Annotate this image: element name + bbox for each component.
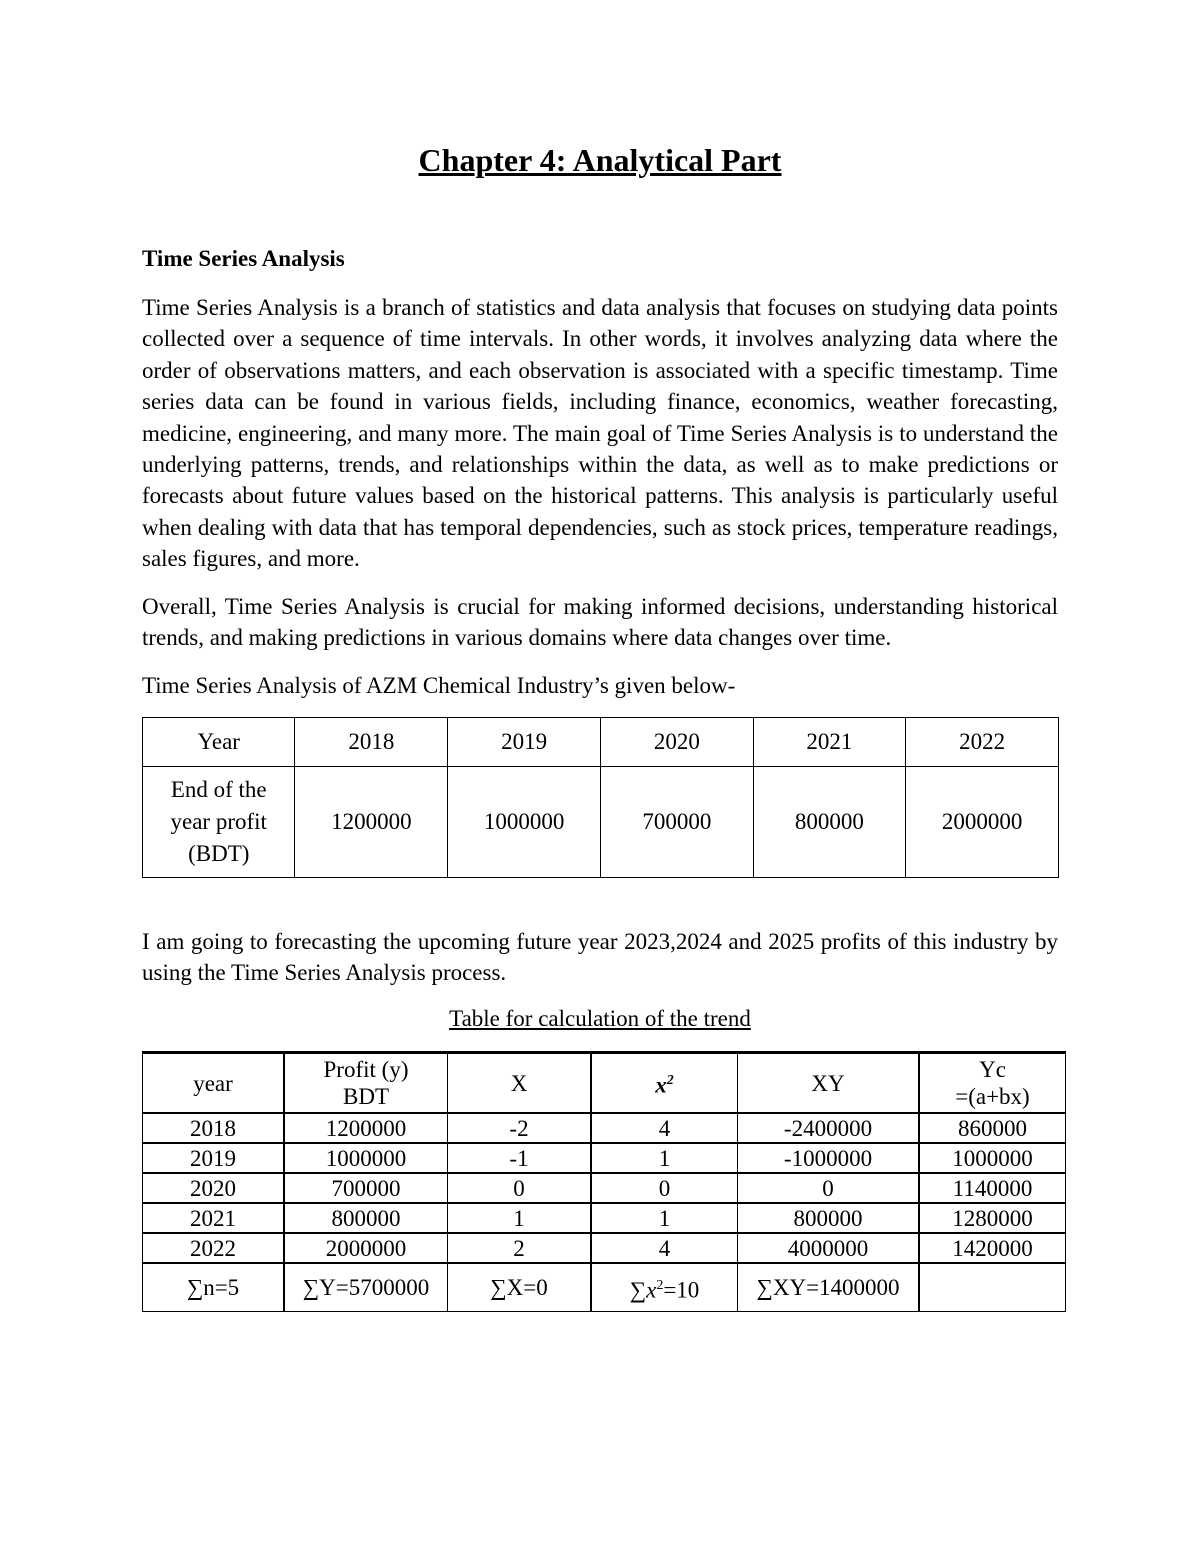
x-variable: x — [646, 1277, 657, 1303]
header-yc-line: Yc — [979, 1057, 1006, 1082]
cell-x: -2 — [448, 1113, 592, 1143]
x-variable: x — [655, 1072, 667, 1098]
cell-yc: 860000 — [919, 1113, 1066, 1143]
header-profit — [284, 1053, 448, 1114]
year-cell: 2018 — [295, 718, 448, 767]
trend-table-caption: Table for calculation of the trend — [449, 1006, 751, 1031]
table-row — [143, 1173, 1066, 1203]
table-row — [143, 1233, 1066, 1263]
cell-year: 2019 — [143, 1143, 285, 1173]
header-year: year — [143, 1053, 285, 1114]
sum-yc — [919, 1263, 1066, 1312]
table-row — [143, 767, 1059, 878]
year-cell: 2019 — [448, 718, 601, 767]
sum-symbol: ∑ — [629, 1277, 647, 1303]
cell-year: 2022 — [143, 1233, 285, 1263]
header-x-squared — [591, 1053, 738, 1114]
table-row — [143, 718, 1059, 767]
profit-cell: 800000 — [753, 767, 906, 878]
cell-profit: 2000000 — [284, 1233, 448, 1263]
year-cell: 2020 — [601, 718, 754, 767]
cell-x-squared: 1 — [591, 1203, 738, 1233]
cell-x: 2 — [448, 1233, 592, 1263]
cell-xy: 800000 — [738, 1203, 920, 1233]
section-heading: Time Series Analysis — [142, 246, 345, 271]
table-row — [143, 1143, 1066, 1173]
cell-xy: -1000000 — [738, 1143, 920, 1173]
cell-yc: 1000000 — [919, 1143, 1066, 1173]
sum-x-squared — [591, 1263, 738, 1312]
header-x: X — [448, 1053, 592, 1114]
cell-xy: 0 — [738, 1173, 920, 1203]
cell-year: 2020 — [143, 1173, 285, 1203]
profit-header-cell — [143, 767, 295, 878]
header-yc-line: =(a+bx) — [955, 1084, 1030, 1109]
sum-xy: ∑XY=1400000 — [738, 1263, 920, 1312]
profit-cell: 1000000 — [448, 767, 601, 878]
sum-x: ∑X=0 — [448, 1263, 592, 1312]
cell-x-squared: 4 — [591, 1113, 738, 1143]
paragraph-definition: Time Series Analysis is a branch of statistics and data analysis that focuses on studying data points collected over a sequence of time intervals. In other words, it involves analyzing data where the order of observations matters, and each observation is associated with a specific timestamp. Time series data can be found in various fields, including finance, economics, weather forecasting, medicine, engineering, and many more. The main goal of Time Series Analysis is to understand the underlying patterns, trends, and relationships within the data, as well as to make predictions or forecasts about future values based on the historical patterns. This analysis is particularly useful when dealing with data that has temporal dependencies, such as stock prices, temperature readings, sales figures, and more. — [142, 295, 1058, 572]
chapter-title: Chapter 4: Analytical Part — [418, 142, 782, 178]
profit-table-intro: Time Series Analysis of AZM Chemical Industry’s given below- — [142, 673, 736, 698]
cell-yc: 1280000 — [919, 1203, 1066, 1233]
profit-cell: 2000000 — [906, 767, 1059, 878]
table-row — [143, 1113, 1066, 1143]
profit-label-line: (BDT) — [188, 841, 250, 866]
cell-x: 0 — [448, 1173, 592, 1203]
cell-profit: 1200000 — [284, 1113, 448, 1143]
cell-xy: -2400000 — [738, 1113, 920, 1143]
table-header-row — [143, 1053, 1066, 1114]
cell-profit: 1000000 — [284, 1143, 448, 1173]
profit-label-line: year profit — [170, 809, 267, 834]
sum-x-squared-value: =10 — [663, 1277, 700, 1303]
paragraph-forecast: I am going to forecasting the upcoming future year 2023,2024 and 2025 profits of this industry by using the Time Series Analysis process. — [142, 929, 1058, 986]
cell-yc: 1420000 — [919, 1233, 1066, 1263]
cell-profit: 800000 — [284, 1203, 448, 1233]
cell-yc: 1140000 — [919, 1173, 1066, 1203]
cell-x-squared: 1 — [591, 1143, 738, 1173]
cell-year: 2018 — [143, 1113, 285, 1143]
header-profit-line: BDT — [343, 1084, 389, 1109]
sum-n: ∑n=5 — [143, 1263, 285, 1312]
cell-x-squared: 0 — [591, 1173, 738, 1203]
profit-cell: 700000 — [601, 767, 754, 878]
year-cell: 2021 — [753, 718, 906, 767]
paragraph-overall: Overall, Time Series Analysis is crucial for making informed decisions, understanding historical trends, and making predictions in various domains where data changes over time. — [142, 594, 1058, 651]
year-cell: 2022 — [906, 718, 1059, 767]
header-xy: XY — [738, 1053, 920, 1114]
cell-xy: 4000000 — [738, 1233, 920, 1263]
table-row — [143, 1203, 1066, 1233]
x-exponent: 2 — [666, 1073, 674, 1089]
cell-x: -1 — [448, 1143, 592, 1173]
cell-year: 2021 — [143, 1203, 285, 1233]
profit-table — [142, 717, 1059, 878]
table-sum-row — [143, 1263, 1066, 1312]
profit-label-line: End of the — [170, 777, 267, 802]
cell-x-squared: 4 — [591, 1233, 738, 1263]
cell-profit: 700000 — [284, 1173, 448, 1203]
trend-table — [142, 1051, 1066, 1312]
cell-x: 1 — [448, 1203, 592, 1233]
x-exponent: 2 — [656, 1277, 664, 1293]
header-yc — [919, 1053, 1066, 1114]
header-profit-line: Profit (y) — [323, 1057, 409, 1082]
year-header-cell: Year — [143, 718, 295, 767]
profit-cell: 1200000 — [295, 767, 448, 878]
sum-y: ∑Y=5700000 — [284, 1263, 448, 1312]
